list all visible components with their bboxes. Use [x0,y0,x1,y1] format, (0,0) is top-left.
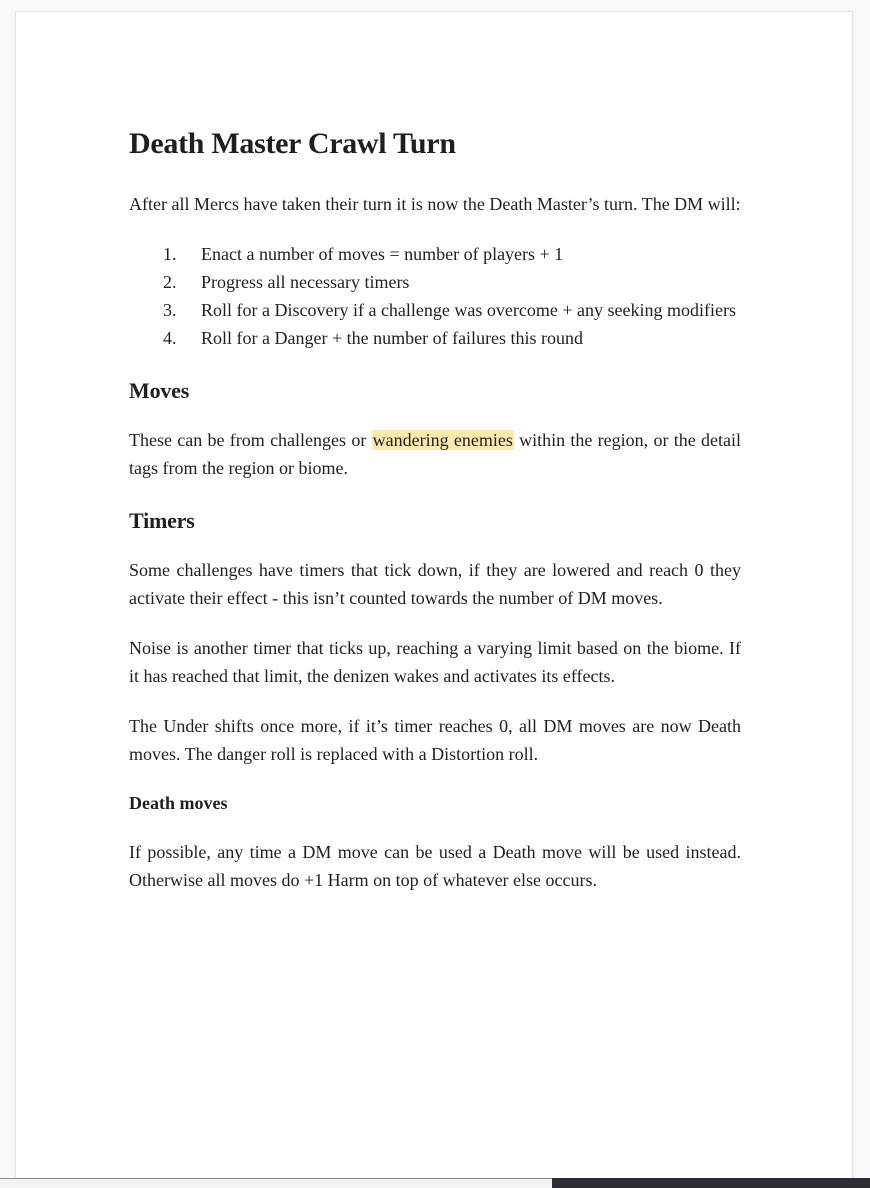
list-item [129,268,741,296]
page-title: Death Master Crawl Turn [129,127,456,160]
death-moves-paragraph: If possible, any time a DM move can be used a Death move will be used instead. Otherwise all moves do +1 Harm on top of whatever else occurs. [129,842,741,890]
timers-heading: Timers [129,508,195,533]
list-item-number: 2. [163,272,177,292]
noise-paragraph: Noise is another timer that ticks up, reaching a varying limit based on the biome. If it has reached that limit, the denizen wakes and activates its effects. [129,638,741,686]
intro-paragraph: After all Mercs have taken their turn it is now the Death Master’s turn. The DM will: [129,194,741,214]
bottom-status-bar [552,1178,870,1188]
list-item-number: 4. [163,328,177,348]
bottom-scrollbar-track[interactable] [0,1178,552,1188]
under-shift-paragraph: The Under shifts once more, if it’s timer reaches 0, all DM moves are now Death moves. The danger roll is replaced with a Distortion roll. [129,716,741,764]
document-page [15,11,853,1188]
death-moves-heading: Death moves [129,793,228,813]
list-item-text: Progress all necessary timers [201,272,410,292]
list-item-number: 1. [163,244,177,264]
list-item-text: Roll for a Discovery if a challenge was overcome + any seeking modifiers [201,300,736,320]
list-item-text: Enact a number of moves = number of players + 1 [201,244,564,264]
timers-paragraph: Some challenges have timers that tick down, if they are lowered and reach 0 they activate their effect - this isn’t counted towards the number of DM moves. [129,560,741,608]
moves-paragraph [129,426,741,482]
document-content [129,124,741,916]
list-item-number: 3. [163,300,177,320]
moves-heading: Moves [129,378,190,403]
highlighted-text[interactable]: wandering enemies [372,430,513,450]
moves-text-after: within the region, or the detail tags from the region or biome. [129,430,741,478]
list-item [129,296,741,324]
moves-text-before: These can be from challenges or [129,430,372,450]
list-item [129,324,741,352]
list-item [129,240,741,268]
turn-steps-list [129,240,741,352]
list-item-text: Roll for a Danger + the number of failures this round [201,328,584,348]
